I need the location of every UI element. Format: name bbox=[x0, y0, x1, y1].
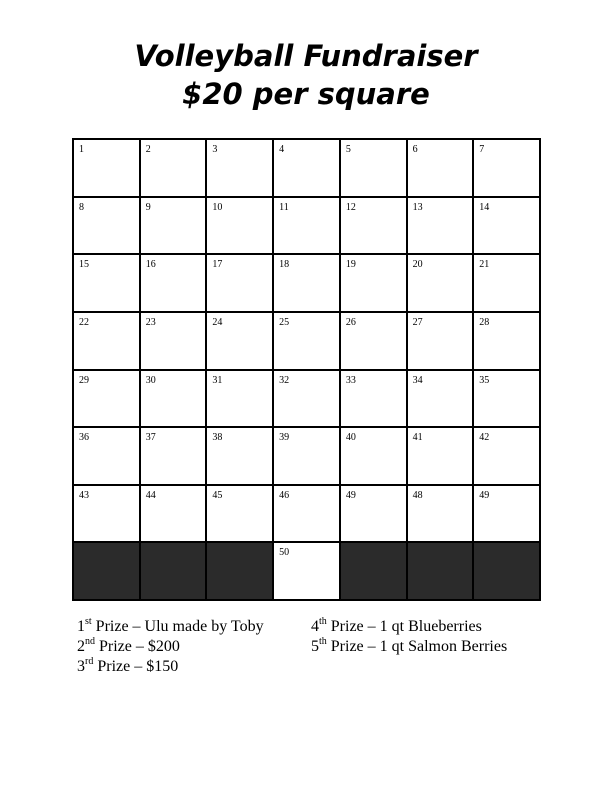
prize-rank-suffix: nd bbox=[85, 635, 95, 647]
square-number: 28 bbox=[479, 316, 490, 328]
square-number: 45 bbox=[212, 489, 223, 501]
prize-rank: 1 bbox=[77, 618, 85, 635]
square-number: 31 bbox=[212, 374, 223, 386]
square bbox=[274, 486, 339, 542]
square bbox=[341, 140, 406, 196]
square-number: 42 bbox=[479, 432, 490, 444]
square-number: 22 bbox=[79, 316, 89, 328]
square bbox=[408, 313, 473, 369]
prize-description: Prize – $150 bbox=[93, 658, 179, 675]
square-number: 43 bbox=[79, 489, 89, 501]
square bbox=[74, 371, 139, 427]
square-number: 40 bbox=[345, 432, 356, 444]
square bbox=[274, 198, 339, 254]
blocked-square bbox=[141, 543, 206, 599]
square bbox=[341, 313, 406, 369]
square-number: 30 bbox=[145, 374, 156, 386]
square-number: 24 bbox=[212, 316, 223, 328]
square-number: 10 bbox=[212, 201, 223, 213]
blocked-square bbox=[408, 543, 473, 599]
square bbox=[474, 428, 539, 484]
square bbox=[207, 198, 272, 254]
prize-rank-suffix: th bbox=[319, 615, 327, 627]
square bbox=[474, 371, 539, 427]
square-number: 18 bbox=[279, 259, 290, 271]
square bbox=[341, 198, 406, 254]
square-number: 2 bbox=[145, 144, 151, 155]
square bbox=[207, 428, 272, 484]
square-grid bbox=[72, 138, 541, 601]
square-number: 29 bbox=[79, 374, 89, 386]
square bbox=[74, 140, 139, 196]
square-number: 39 bbox=[279, 432, 290, 444]
prize-rank-suffix: st bbox=[85, 615, 92, 627]
square bbox=[341, 486, 406, 542]
square bbox=[74, 198, 139, 254]
blocked-square bbox=[474, 543, 539, 599]
square bbox=[474, 255, 539, 311]
prize-line bbox=[77, 657, 264, 677]
title-line-2: $20 per square bbox=[182, 77, 430, 111]
prize-list-left bbox=[77, 617, 264, 677]
square bbox=[474, 140, 539, 196]
blocked-square bbox=[74, 543, 139, 599]
square-number: 16 bbox=[145, 259, 156, 271]
square bbox=[274, 428, 339, 484]
prize-rank: 2 bbox=[77, 638, 85, 655]
square-number: 17 bbox=[212, 259, 223, 271]
square bbox=[207, 371, 272, 427]
square bbox=[141, 140, 206, 196]
square-number: 1 bbox=[79, 144, 84, 155]
prize-rank: 4 bbox=[311, 618, 319, 635]
prize-line bbox=[311, 637, 507, 657]
prize-rank-suffix: rd bbox=[85, 655, 94, 667]
prize-rank-suffix: th bbox=[319, 635, 327, 647]
square-number: 21 bbox=[479, 259, 490, 271]
square bbox=[141, 371, 206, 427]
square-number: 4 bbox=[279, 144, 285, 155]
square bbox=[408, 140, 473, 196]
square-number: 49 bbox=[345, 489, 356, 501]
square-number: 6 bbox=[412, 144, 418, 155]
square-number: 19 bbox=[345, 259, 356, 271]
square bbox=[207, 255, 272, 311]
prize-rank: 5 bbox=[311, 638, 319, 655]
square-number: 35 bbox=[479, 374, 490, 386]
blocked-square bbox=[341, 543, 406, 599]
square bbox=[274, 255, 339, 311]
square-number: 23 bbox=[145, 316, 156, 328]
square bbox=[141, 198, 206, 254]
square-number: 20 bbox=[412, 259, 423, 271]
square bbox=[341, 428, 406, 484]
prize-description: Prize – 1 qt Salmon Berries bbox=[326, 638, 508, 655]
square-number: 34 bbox=[412, 374, 423, 386]
square-number: 41 bbox=[412, 432, 423, 444]
square bbox=[408, 428, 473, 484]
square-number: 7 bbox=[479, 144, 485, 155]
square-number: 14 bbox=[479, 201, 490, 213]
square bbox=[274, 313, 339, 369]
square bbox=[474, 198, 539, 254]
square bbox=[141, 313, 206, 369]
square bbox=[474, 486, 539, 542]
prize-line bbox=[77, 637, 264, 657]
square bbox=[207, 313, 272, 369]
square-number: 27 bbox=[412, 316, 423, 328]
prize-line bbox=[311, 617, 507, 637]
square bbox=[74, 255, 139, 311]
square bbox=[274, 371, 339, 427]
square-number: 12 bbox=[345, 201, 356, 213]
prize-description: Prize – 1 qt Blueberries bbox=[326, 618, 482, 635]
square-number: 37 bbox=[145, 432, 156, 444]
square bbox=[207, 140, 272, 196]
title-line-1: Volleyball Fundraiser bbox=[134, 39, 478, 73]
square-number: 13 bbox=[412, 201, 423, 213]
square bbox=[141, 255, 206, 311]
square-number: 5 bbox=[345, 144, 351, 155]
square bbox=[274, 543, 339, 599]
square-number: 3 bbox=[212, 144, 218, 155]
square bbox=[274, 140, 339, 196]
square-number: 25 bbox=[279, 316, 290, 328]
square bbox=[74, 428, 139, 484]
square bbox=[141, 428, 206, 484]
square-number: 33 bbox=[345, 374, 356, 386]
square bbox=[341, 371, 406, 427]
square-number: 49 bbox=[479, 489, 490, 501]
square-number: 50 bbox=[279, 547, 290, 559]
prize-list-right bbox=[311, 617, 507, 657]
square-number: 36 bbox=[79, 432, 89, 444]
square bbox=[207, 486, 272, 542]
square-number: 32 bbox=[279, 374, 290, 386]
square-number: 15 bbox=[79, 259, 89, 271]
square bbox=[74, 486, 139, 542]
square bbox=[408, 198, 473, 254]
square bbox=[341, 255, 406, 311]
square bbox=[474, 313, 539, 369]
square-number: 9 bbox=[145, 201, 151, 213]
prize-rank: 3 bbox=[77, 658, 85, 675]
prize-line bbox=[77, 617, 264, 637]
square-number: 11 bbox=[279, 201, 289, 213]
square-number: 44 bbox=[145, 489, 156, 501]
square-number: 26 bbox=[345, 316, 356, 328]
square bbox=[408, 255, 473, 311]
blocked-square bbox=[207, 543, 272, 599]
square-number: 8 bbox=[79, 201, 84, 213]
square-number: 38 bbox=[212, 432, 223, 444]
square-number: 46 bbox=[279, 489, 290, 501]
square bbox=[74, 313, 139, 369]
square bbox=[408, 371, 473, 427]
square bbox=[141, 486, 206, 542]
prize-description: Prize – Ulu made by Toby bbox=[91, 618, 264, 635]
prize-description: Prize – $200 bbox=[95, 638, 180, 655]
square-number: 48 bbox=[412, 489, 423, 501]
square bbox=[408, 486, 473, 542]
